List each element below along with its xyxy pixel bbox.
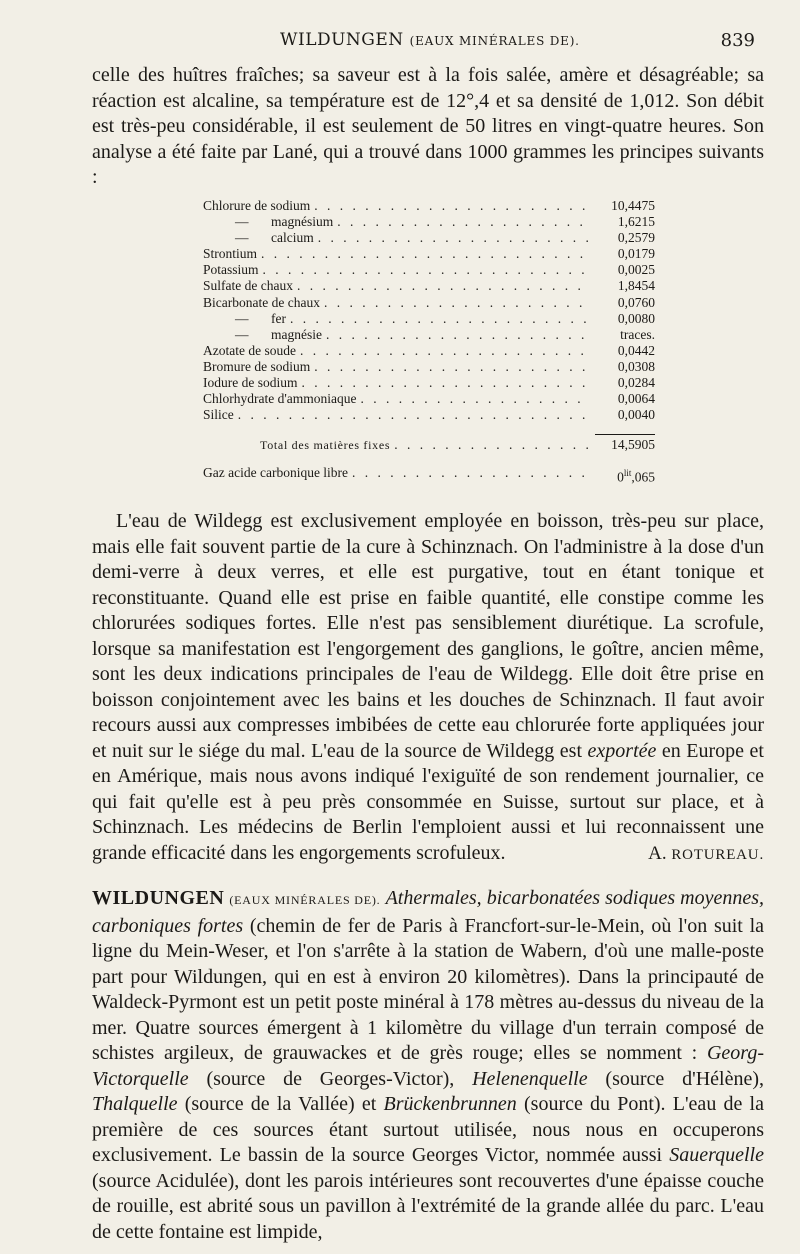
wildungen-text: WILDUNGEN (EAUX MINÉRALES DE). Athermales, bicarbonatées sodiques moyennes, carboniques fortes (chemin de fer de Paris à Francfort-sur-le-Mein, où l'on suit la ligne du Mein-Weser, et l'on s'arrête à la station de Wabern, d'où une malle-poste part pour Wildungen, qui en est à environ 20 kilomètres). Dans la principauté de Waldeck-Pyrmont est un petit poste minéral à 178 mètres au-dessus du niveau de la mer. Quatre sources émergent à 1 kilomètre du village d'un terrain composé de schistes argileux, de grauwackes et de grès rouge; elles se nomment : Georg-Victorquelle (source de Georges-Victor), Helenenquelle (source d'Hélène), Thalquelle (source de la Vallée) et Brückenbrunnen (source du Pont). L'eau de la première de ces sources étant surtout utilisée, nous nous en occuperons exclusivement. Le bassin de la source Georges Victor, nommée aussi Sauerquelle (source Acidulée), dont les parois intérieures sont recouvertes d'une épaisse couche de rouille, est abrité sous un pavillon à l'extrémité de la grande allée du parc. L'eau de cette fontaine est limpide, [92, 887, 765, 1243]
analysis-row-label: Azotate de soude [203, 342, 296, 358]
page-number: 839 [720, 30, 755, 51]
analysis-row-value: 1,8454 [617, 278, 655, 294]
analysis-row-label: Sulfate de chaux [203, 278, 293, 294]
wildegg-text: L'eau de Wildegg est exclusivement employée en boisson, très-peu sur place, mais elle fait souvent partie de la cure à Schinznach. On l'administre à la dose d'un demi-verre à deux verres, et elle est purgative, tout en étant tonique et reconstituante. Quand elle est prise en faible quantité, elle constipe comme les chlorurées sodiques fortes. Elle n'est pas sensiblement diurétique. La scrofule, lorsque sa manifestation est l'engorgement des ganglions, le goître, ancien même, sont les deux indications principales de l'eau de Wildegg. Elle doit être prise en boisson conjointement avec les bains et les douches de Schinznach. Il faut avoir recours aussi aux compresses imbibées de cette eau chlorurée forte appliquées jour et nuit sur le siége du mal. L'eau de la source de Wildegg est exportée en Europe et en Amérique, mais nous avons indiqué l'exiguïté de son rendement journalier, ce qui fait qu'elle est à peu près consommée en Suisse, surtout sur place, et à Schinznach. Les médecins de Berlin l'emploient aussi et lui reconnaissent une grande efficacité dans les engorgements scrofuleux. A. ROTUREAU. [92, 509, 764, 866]
analysis-row-label: Bromure de sodium [203, 358, 311, 374]
analysis-row-value: 0,0025 [617, 262, 655, 278]
analysis-row-label: — magnésium [235, 214, 334, 230]
analysis-row-label: Silice [203, 407, 234, 423]
ditto-dash: — [235, 214, 249, 230]
running-title-main: WILDUNGEN [280, 30, 404, 50]
analysis-row [203, 327, 655, 343]
analysis-row [203, 214, 655, 230]
analysis-row-value: 0,0064 [617, 391, 655, 407]
analysis-row-value: traces. [620, 326, 655, 342]
wildungen-entry [92, 886, 764, 1245]
ditto-dash: — [235, 310, 249, 326]
analysis-row [203, 391, 655, 407]
analysis-rows [203, 198, 655, 423]
running-title-paren: (EAUX MINÉRALES DE). [409, 34, 580, 48]
analysis-row-label: Potassium [203, 262, 259, 278]
analysis-row-label: — calcium [235, 230, 314, 246]
gas-row [203, 465, 655, 485]
intro-text: celle des huîtres fraîches; sa saveur est à la fois salée, amère et désagréable; sa réaction est alcaline, sa température est de 12°,4 et sa densité de 1,012. Son débit est très-peu considérable, il est seulement de 50 litres en vingt-quatre heures. Son analyse a été faite par Lané, qui a trouvé dans 1000 grammes les principes suivants : [92, 64, 764, 188]
analysis-row [203, 198, 655, 214]
analysis-row-value: 0,0179 [617, 246, 655, 262]
analysis-row-value: 0,0442 [617, 342, 655, 358]
analysis-row-value: 0,0040 [617, 407, 655, 423]
analysis-table [203, 198, 655, 485]
total-label: Total des matières fixes [260, 438, 391, 452]
total-rule [595, 434, 655, 435]
author-signature: A. ROTUREAU. [648, 842, 764, 864]
analysis-row-label: Iodure de sodium [203, 375, 298, 391]
analysis-row [203, 278, 655, 294]
analysis-row-value: 0,0080 [617, 310, 655, 326]
wildegg-paragraph [92, 509, 764, 868]
analysis-row-value: 0,0308 [617, 358, 655, 374]
total-row [260, 437, 655, 453]
total-value: 14,5905 [611, 437, 655, 452]
analysis-row [203, 262, 655, 278]
running-title [280, 30, 580, 50]
entry-heading-paren: (EAUX MINÉRALES DE). [229, 893, 381, 907]
ditto-dash: — [235, 326, 249, 342]
analysis-row-label: — magnésie [235, 326, 322, 342]
ditto-dash: — [235, 230, 249, 246]
gas-label: Gaz acide carbonique libre [203, 465, 349, 480]
analysis-row-label: Chlorure de sodium [203, 198, 311, 213]
analysis-row [203, 343, 655, 359]
analysis-row-value: 10,4475 [611, 198, 655, 213]
analysis-row-value: 0,2579 [617, 230, 655, 246]
analysis-row-label: Chlorhydrate d'ammoniaque [203, 391, 357, 407]
analysis-row [203, 375, 655, 391]
analysis-row-value: 0,0760 [617, 294, 655, 310]
running-header [95, 30, 760, 56]
analysis-row [203, 359, 655, 375]
gas-value: $0^{lit},065$ [617, 468, 655, 485]
intro-paragraph [92, 63, 764, 191]
analysis-row-label: Bicarbonate de chaux [203, 294, 320, 310]
analysis-row-label: — fer [235, 310, 286, 326]
analysis-row-value: 1,6215 [617, 214, 655, 230]
analysis-row-label: Strontium [203, 246, 258, 262]
entry-heading: WILDUNGEN [92, 887, 225, 909]
analysis-row [203, 295, 655, 311]
analysis-row [203, 407, 655, 423]
analysis-row [203, 246, 655, 262]
analysis-row [203, 311, 655, 327]
analysis-row-value: 0,0284 [617, 375, 655, 391]
analysis-row [203, 230, 655, 246]
